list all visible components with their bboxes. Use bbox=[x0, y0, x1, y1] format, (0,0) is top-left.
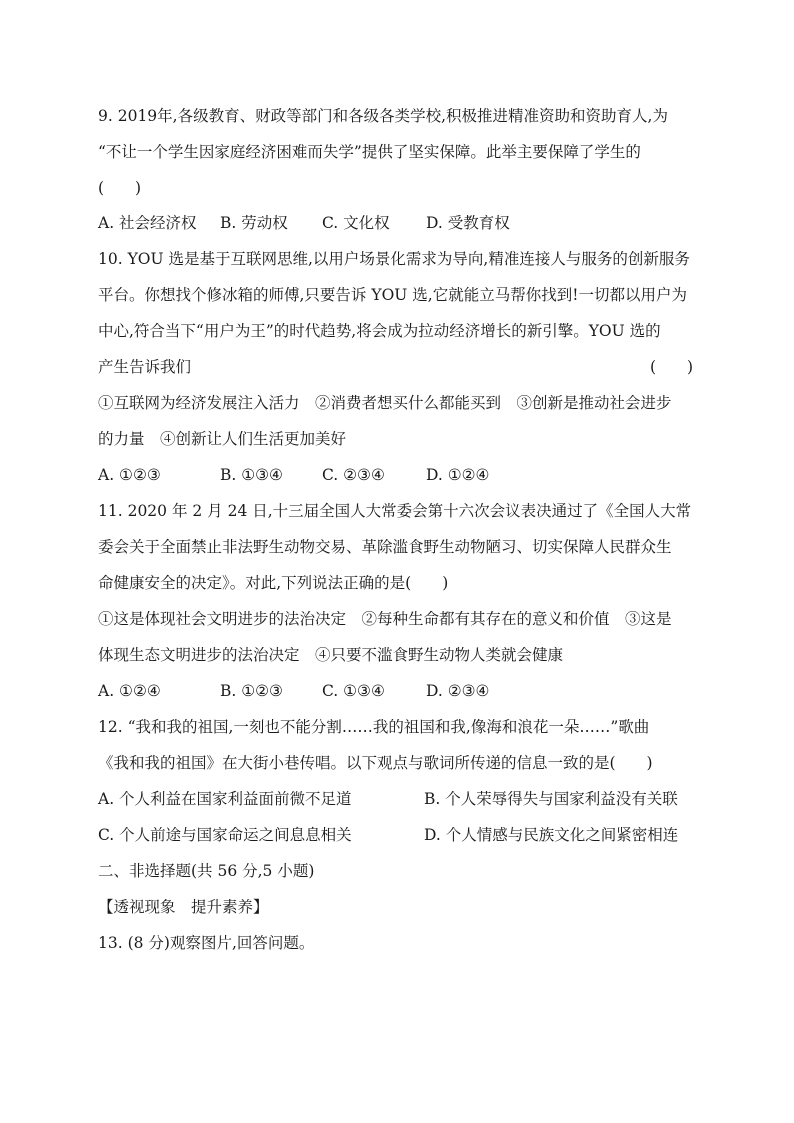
q10-option-d: D. ①②④ bbox=[426, 466, 490, 484]
q11-line-1: 11. 2020 年 2 月 24 日,十三届全国人大常委会第十六次会议表决通过了《全国人大常 bbox=[98, 502, 692, 520]
q10-answer-paren: ( ) bbox=[650, 358, 694, 376]
q10-line-4: 产生告诉我们 bbox=[98, 358, 192, 376]
q10-statement-line-1: ①互联网为经济发展注入活力 ②消费者想买什么都能买到 ③创新是推动社会进步 bbox=[98, 394, 672, 412]
q11-option-c: C. ①③④ bbox=[322, 682, 385, 700]
q10-line-1: 10. YOU 选是基于互联网思维,以用户场景化需求为导向,精准连接人与服务的创新服务 bbox=[98, 250, 690, 268]
q10-statement-line-2: 的力量 ④创新让人们生活更加美好 bbox=[98, 430, 347, 448]
q11-option-d: D. ②③④ bbox=[426, 682, 490, 700]
q11-statement-line-2: 体现生态文明进步的法治决定 ④只要不滥食野生动物人类就会健康 bbox=[98, 646, 564, 664]
q10-line-3: 中心,符合当下“用户为王”的时代趋势,将会成为拉动经济增长的新引擎。YOU 选的 bbox=[98, 322, 661, 340]
q12-option-c: C. 个人前途与国家命运之间息息相关 bbox=[98, 826, 352, 844]
q9-line-1: 9. 2019年,各级教育、财政等部门和各级各类学校,积极推进精准资助和资助育人,为 bbox=[98, 107, 668, 125]
q9-line-2: “不让一个学生因家庭经济困难而失学”提供了坚实保障。此举主要保障了学生的 bbox=[98, 143, 641, 161]
q10-option-c: C. ②③④ bbox=[322, 466, 385, 484]
q13-line-1: 13. (8 分)观察图片,回答问题。 bbox=[98, 934, 315, 952]
q10-option-a: A. ①②③ bbox=[98, 466, 161, 484]
q10-option-b: B. ①③④ bbox=[220, 466, 283, 484]
q11-option-a: A. ①②④ bbox=[98, 682, 161, 700]
q12-line-2: 《我和我的祖国》在大街小巷传唱。以下观点与歌词所传递的信息一致的是( ) bbox=[98, 754, 653, 772]
section-heading: 二、非选择题(共 56 分,5 小题) bbox=[98, 862, 315, 880]
q12-option-d: D. 个人情感与民族文化之间紧密相连 bbox=[424, 826, 679, 844]
q9-option-c: C. 文化权 bbox=[322, 214, 390, 232]
q11-line-3: 命健康安全的决定》。对此,下列说法正确的是( ) bbox=[98, 574, 449, 592]
q11-option-b: B. ①②③ bbox=[220, 682, 283, 700]
q9-option-d: D. 受教育权 bbox=[426, 214, 510, 232]
q11-statement-line-1: ①这是体现社会文明进步的法治决定 ②每种生命都有其存在的意义和价值 ③这是 bbox=[98, 610, 672, 628]
section-subheading: 【透视现象 提升素养】 bbox=[98, 898, 269, 916]
q9-answer-paren: ( ) bbox=[98, 179, 142, 197]
q10-line-2: 平台。你想找个修冰箱的师傅,只要告诉 YOU 选,它就能立马帮你找到!一切都以用户为 bbox=[98, 286, 687, 304]
q12-line-1: 12. “我和我的祖国,一刻也不能分割……我的祖国和我,像海和浪花一朵……”歌曲 bbox=[98, 718, 650, 736]
q9-option-b: B. 劳动权 bbox=[220, 214, 288, 232]
q9-option-a: A. 社会经济权 bbox=[98, 214, 197, 232]
q12-option-a: A. 个人利益在国家利益面前微不足道 bbox=[98, 790, 352, 808]
q11-line-2: 委会关于全面禁止非法野生动物交易、革除滥食野生动物陋习、切实保障人民群众生 bbox=[98, 538, 672, 556]
q12-option-b: B. 个人荣辱得失与国家利益没有关联 bbox=[424, 790, 678, 808]
